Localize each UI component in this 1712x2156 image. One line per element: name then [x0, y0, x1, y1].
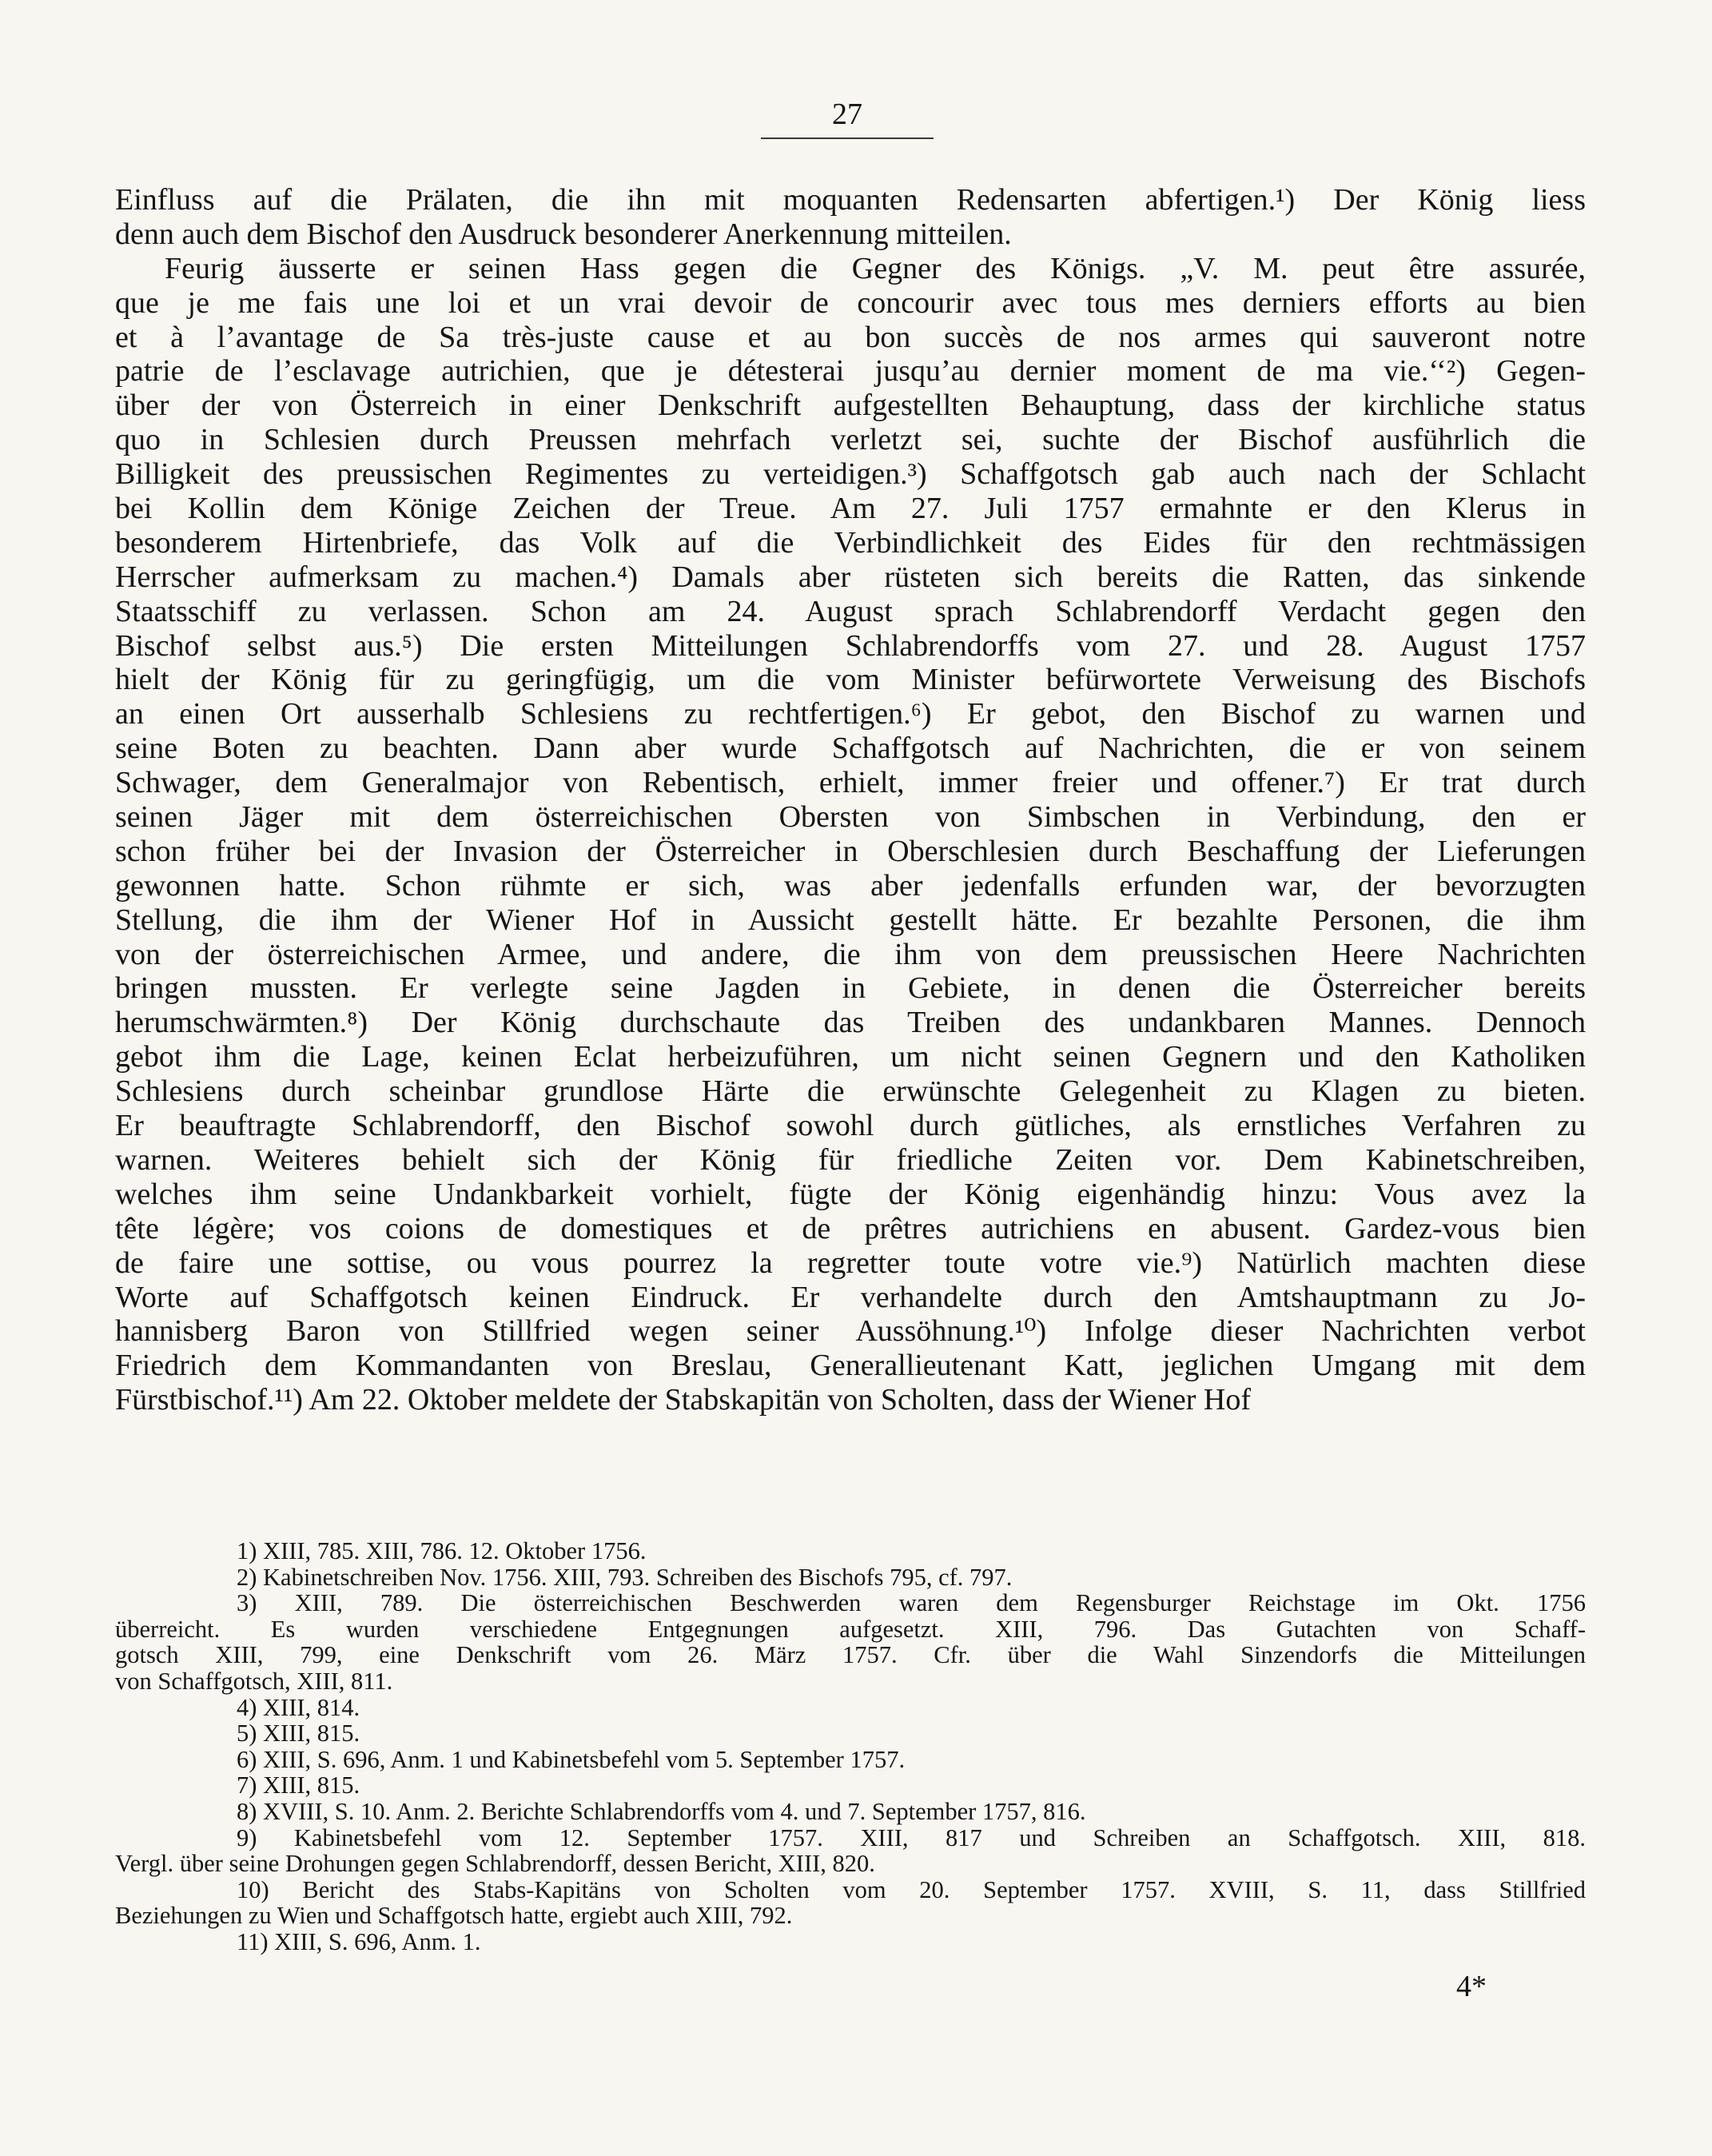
footnote-line: überreicht. Es wurden verschiedene Entgegnungen aufgesetzt. XIII, 796. Das Gutachten von Schaff-: [115, 1615, 1586, 1643]
text-line: gewonnen hatte. Schon rühmte er sich, was aber jedenfalls erfunden war, der bevorzugten: [115, 868, 1586, 903]
text-line: über der von Österreich in einer Denkschrift aufgestellten Behauptung, dass der kirchliche status: [115, 389, 1586, 423]
text-line: de faire une sottise, ou vous pourrez la regretter toute votre vie.⁹) Natürlich machten diese: [115, 1245, 1586, 1280]
text-line: tête légère; vos coions de domestiques et de prêtres autrichiens en abusent. Gardez-vous bien: [115, 1211, 1586, 1245]
text-line: hielt der König für zu geringfügig, um die vom Minister befürwortete Verweisung des Bischofs: [115, 663, 1586, 697]
footnote-line: 6) XIII, S. 696, Anm. 1 und Kabinetsbefehl vom 5. September 1757.: [237, 1745, 906, 1773]
signature-mark: 4*: [1456, 1970, 1487, 2003]
text-line: Worte auf Schaffgotsch keinen Eindruck. Er verhandelte durch den Amtshauptmann zu Jo-: [115, 1280, 1586, 1314]
text-line: et à l’avantage de Sa très-juste cause et au bon succès de nos armes qui sauveront notre: [115, 320, 1586, 354]
text-line: herumschwärmten.⁸) Der König durchschaute das Treiben des undankbaren Mannes. Dennoch: [115, 1006, 1586, 1040]
text-line: hannisberg Baron von Stillfried wegen seiner Aussöhnung.¹⁰) Infolge dieser Nachrichten verbot: [115, 1314, 1586, 1349]
text-line: Feurig äusserte er seinen Hass gegen die Gegner des Königs. „V. M. peut être assurée,: [165, 251, 1586, 285]
text-line: an einen Ort ausserhalb Schlesiens zu rechtfertigen.⁶) Er gebot, den Bischof zu warnen und: [115, 697, 1586, 731]
text-line: Stellung, die ihm der Wiener Hof in Aussicht gestellt hätte. Er bezahlte Personen, die ihm: [115, 903, 1586, 937]
text-line: seine Boten zu beachten. Dann aber wurde Schaffgotsch auf Nachrichten, die er von seinem: [115, 731, 1586, 766]
text-line: schon früher bei der Invasion der Österreicher in Oberschlesien durch Beschaffung der Lieferungen: [115, 834, 1586, 868]
text-line: seinen Jäger mit dem österreichischen Obersten von Simbschen in Verbindung, den er: [115, 800, 1586, 835]
footnote-line: 7) XIII, 815.: [237, 1771, 360, 1799]
text-line: Schwager, dem Generalmajor von Rebentisch, erhielt, immer freier und offener.⁷) Er trat durch: [115, 766, 1586, 800]
text-line: Er beauftragte Schlabrendorff, den Bischof sowohl durch gütliches, als ernstliches Verfahren zu: [115, 1109, 1586, 1143]
text-line: Billigkeit des preussischen Regimentes zu verteidigen.³) Schaffgotsch gab auch nach der Schlacht: [115, 457, 1586, 492]
text-line: Fürstbischof.¹¹) Am 22. Oktober meldete der Stabskapitän von Scholten, dass der Wiener Hof: [115, 1383, 1251, 1417]
text-line: Staatsschiff zu verlassen. Schon am 24. August sprach Schlabrendorff Verdacht gegen den: [115, 594, 1586, 628]
text-line: besonderem Hirtenbriefe, das Volk auf die Verbindlichkeit des Eides für den rechtmässigen: [115, 525, 1586, 560]
footnote-line: gotsch XIII, 799, eine Denkschrift vom 26. März 1757. Cfr. über die Wahl Sinzendorfs die Mitteilungen: [115, 1641, 1586, 1669]
footnote-line: 1) XIII, 785. XIII, 786. 12. Oktober 1756.: [237, 1537, 647, 1564]
text-line: gebot ihm die Lage, keinen Eclat herbeizuführen, um nicht seinen Gegnern und den Katholiken: [115, 1040, 1586, 1074]
text-line: welches ihm seine Undankbarkeit vorhielt, fügte der König eigenhändig hinzu: Vous avez la: [115, 1177, 1586, 1211]
footnote-line: 8) XVIII, S. 10. Anm. 2. Berichte Schlabrendorffs vom 4. und 7. September 1757, 816.: [237, 1797, 1086, 1825]
footnote-line: 2) Kabinetschreiben Nov. 1756. XIII, 793. Schreiben des Bischofs 795, cf. 797.: [237, 1563, 1013, 1591]
footnote-line: von Schaffgotsch, XIII, 811.: [115, 1667, 393, 1695]
footnote-line: 9) Kabinetsbefehl vom 12. September 1757. XIII, 817 und Schreiben an Schaffgotsch. XIII, 818.: [237, 1823, 1586, 1851]
page-number: 27: [832, 98, 862, 131]
footnote-line: 4) XIII, 814.: [237, 1693, 360, 1721]
footnote-line: 11) XIII, S. 696, Anm. 1.: [237, 1927, 481, 1955]
text-line: warnen. Weiteres behielt sich der König für friedliche Zeiten vor. Dem Kabinetschreiben,: [115, 1142, 1586, 1177]
text-line: Einfluss auf die Prälaten, die ihn mit moquanten Redensarten abfertigen.¹) Der König liess: [115, 183, 1586, 217]
text-line: Bischof selbst aus.⁵) Die ersten Mitteilungen Schlabrendorffs vom 27. und 28. August 1757: [115, 628, 1586, 663]
text-line: denn auch dem Bischof den Ausdruck besonderer Anerkennung mitteilen.: [115, 217, 1012, 251]
text-line: Friedrich dem Kommandanten von Breslau, Generallieutenant Katt, jeglichen Umgang mit dem: [115, 1349, 1586, 1383]
footnote-line: 10) Bericht des Stabs-Kapitäns von Scholten vom 20. September 1757. XVIII, S. 11, dass Stillfried: [237, 1875, 1586, 1903]
text-line: quo in Schlesien durch Preussen mehrfach verletzt sei, suchte der Bischof ausführlich die: [115, 423, 1586, 457]
footnotes: [115, 1538, 1586, 1955]
footnote-line: Vergl. über seine Drohungen gegen Schlabrendorff, dessen Bericht, XIII, 820.: [115, 1850, 875, 1878]
text-line: Herrscher aufmerksam zu machen.⁴) Damals aber rüsteten sich bereits die Ratten, das sinkende: [115, 560, 1586, 594]
text-line: bringen mussten. Er verlegte seine Jagden in Gebiete, in denen die Österreicher bereits: [115, 971, 1586, 1006]
text-line: bei Kollin dem Könige Zeichen der Treue. Am 27. Juli 1757 ermahnte er den Klerus in: [115, 492, 1586, 526]
text-line: patrie de l’esclavage autrichien, que je détesterai jusqu’au dernier moment de ma vie.‘‘²) Gegen-: [115, 354, 1586, 389]
footnote-line: 3) XIII, 789. Die österreichischen Beschwerden waren dem Regensburger Reichstage im Okt. 1756: [237, 1589, 1586, 1617]
footnote-line: 5) XIII, 815.: [237, 1720, 360, 1748]
text-line: que je me fais une loi et un vrai devoir de concourir avec tous mes derniers efforts au bien: [115, 285, 1586, 320]
footnote-line: Beziehungen zu Wien und Schaffgotsch hatte, ergiebt auch XIII, 792.: [115, 1902, 793, 1930]
main-text: [115, 183, 1586, 1417]
header-rule: [761, 137, 934, 139]
text-line: Schlesiens durch scheinbar grundlose Härte die erwünschte Gelegenheit zu Klagen zu bieten.: [115, 1074, 1586, 1109]
text-line: von der österreichischen Armee, und andere, die ihm von dem preussischen Heere Nachrichten: [115, 937, 1586, 971]
